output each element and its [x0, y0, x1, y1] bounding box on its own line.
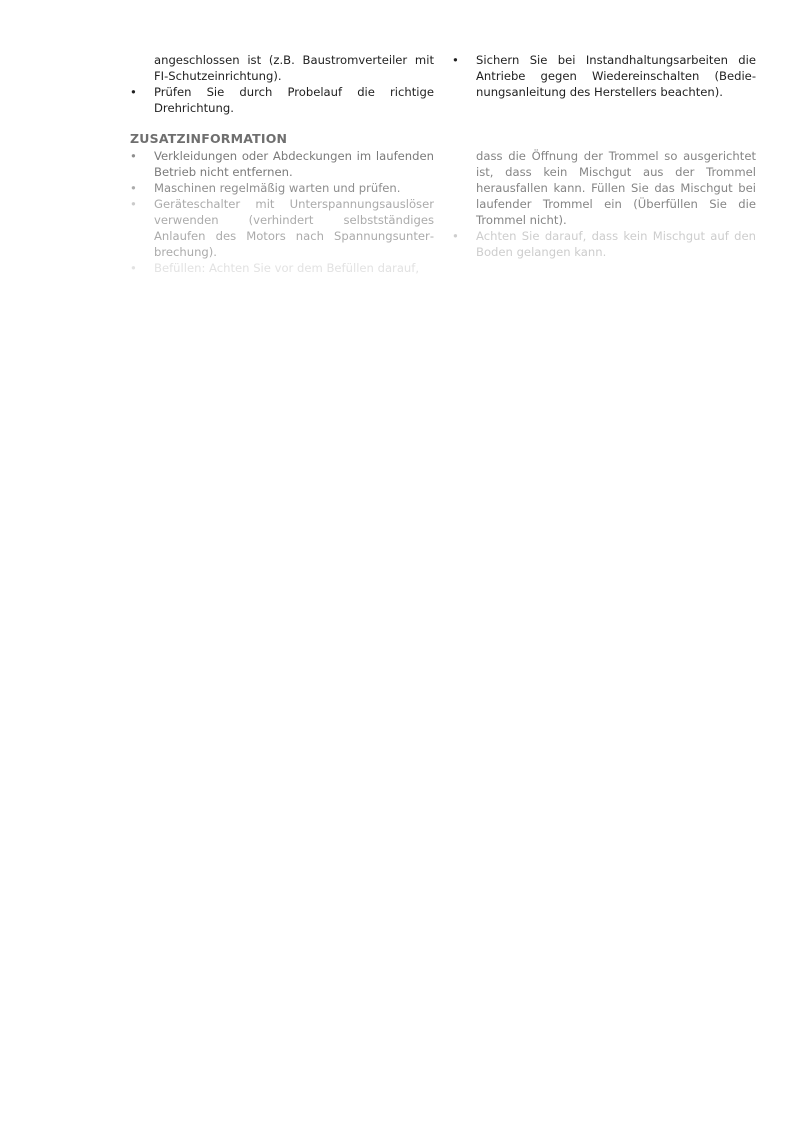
- list-item-text: Befüllen: Achten Sie vor dem Befüllen darauf,: [154, 261, 420, 274]
- list-item: [452, 228, 756, 260]
- list-item-text: Maschinen regelmäßig warten und prüfen.: [154, 181, 401, 195]
- bottom-left-column: [130, 148, 434, 274]
- list-item-text: Achten Sie darauf, dass kein Mischgut auf den Boden gelangen kann.: [476, 229, 756, 259]
- list-item: [452, 52, 756, 100]
- continuation-text: dass die Öffnung der Trommel so ausgerichtet ist, dass kein Mischgut aus der Trommel herausfallen kann. Füllen Sie das Mischgut bei laufender Trommel ein (Überfüllen Sie die Trommel nicht).: [476, 149, 756, 227]
- bottom-right-column: [452, 148, 756, 260]
- list-item-text: Geräteschalter mit Unterspannungsauslöser verwenden (verhindert selbstständiges Anlaufen des Motors nach Spannungsunterbrechung).: [154, 197, 434, 259]
- list-item: [130, 260, 434, 274]
- bullet-icon: •: [130, 85, 137, 99]
- list-item-text: Verkleidungen oder Abdeckungen im laufenden Betrieb nicht entfernen.: [154, 149, 434, 179]
- top-left-column: [130, 52, 434, 116]
- section-heading: ZUSATZINFORMATION: [130, 131, 288, 146]
- bullet-icon: •: [130, 181, 137, 195]
- top-right-column: [452, 52, 756, 100]
- zusatz-right-list: [452, 228, 756, 260]
- bullet-icon: •: [452, 53, 459, 67]
- list-item: [130, 148, 434, 180]
- list-item-text: Sichern Sie bei Instandhaltungsarbeiten die Antriebe gegen Wiedereinschalten (Bedienungsanleitung des Herstellers beachten).: [476, 53, 756, 99]
- top-left-list: [130, 84, 434, 116]
- bullet-icon: •: [130, 149, 137, 163]
- list-item-text: Prüfen Sie durch Probelauf die richtige Drehrichtung.: [154, 85, 434, 115]
- bullet-icon: •: [130, 261, 137, 274]
- list-item: [130, 196, 434, 260]
- list-item: [130, 180, 434, 196]
- bullet-icon: •: [452, 229, 459, 243]
- zusatz-left-list: [130, 148, 434, 274]
- bullet-icon: •: [130, 197, 137, 211]
- list-item: [130, 84, 434, 116]
- top-right-list: [452, 52, 756, 100]
- continuation-text: angeschlossen ist (z.B. Baustromverteiler mit FI-Schutzeinrichtung).: [154, 53, 434, 83]
